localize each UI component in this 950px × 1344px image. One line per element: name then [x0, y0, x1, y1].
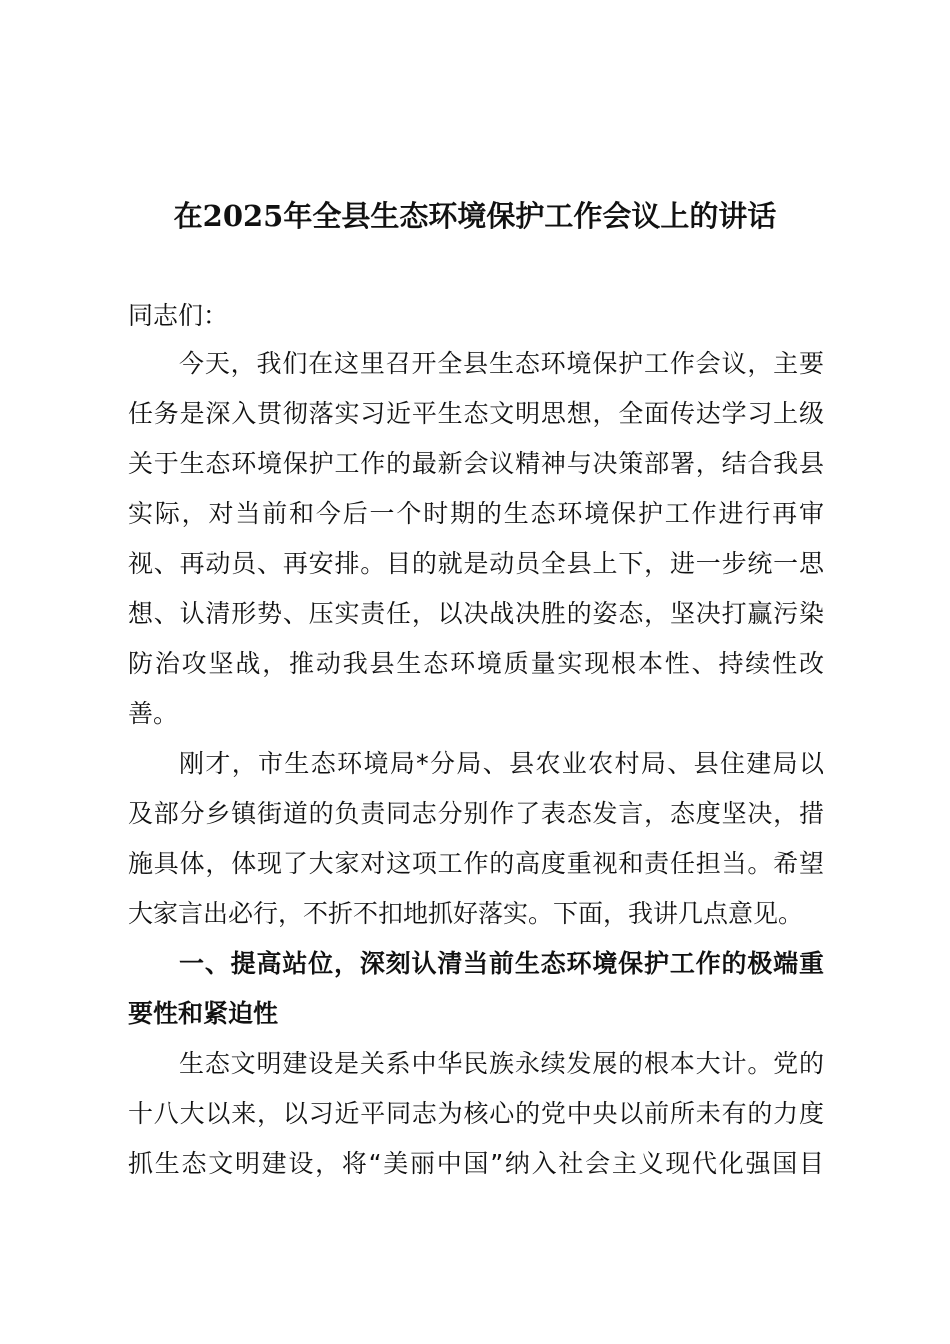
- paragraph-line: 施具体，体现了大家对这项工作的高度重视和责任担当。希望: [128, 849, 824, 878]
- salutation: 同志们：: [128, 301, 229, 330]
- paragraph-line: 十八大以来，以习近平同志为核心的党中央以前所未有的力度: [128, 1099, 824, 1128]
- paragraph-line: 及部分乡镇街道的负责同志分别作了表态发言，态度坚决，措: [128, 799, 824, 828]
- paragraph-line: 生态文明建设是关系中华民族永续发展的根本大计。党的: [179, 1049, 824, 1078]
- paragraph-line: 大家言出必行，不折不扣地抓好落实。下面，我讲几点意见。: [128, 899, 804, 928]
- paragraph-line: 抓生态文明建设，将“美丽中国”纳入社会主义现代化强国目: [128, 1149, 824, 1178]
- paragraph-line: 任务是深入贯彻落实习近平生态文明思想，全面传达学习上级: [128, 399, 824, 428]
- heading-line: 一、提高站位，深刻认清当前生态环境保护工作的极端重: [179, 949, 824, 978]
- paragraph-line: 防治攻坚战，推动我县生态环境质量实现根本性、持续性改: [128, 649, 824, 678]
- paragraph-line: 善。: [128, 699, 179, 728]
- paragraph-line: 关于生态环境保护工作的最新会议精神与决策部署，结合我县: [128, 449, 824, 478]
- paragraph-line: 实际，对当前和今后一个时期的生态环境保护工作进行再审: [128, 499, 824, 528]
- paragraph-line: 刚才，市生态环境局*分局、县农业农村局、县住建局以: [179, 749, 824, 778]
- paragraph-line: 想、认清形势、压实责任，以决战决胜的姿态，坚决打赢污染: [128, 599, 824, 628]
- heading-line: 要性和紧迫性: [128, 999, 279, 1028]
- paragraph-line: 今天，我们在这里召开全县生态环境保护工作会议，主要: [179, 349, 824, 378]
- document-title: 在2025年全县生态环境保护工作会议上的讲话: [173, 199, 777, 233]
- paragraph-line: 视、再动员、再安排。目的就是动员全县上下，进一步统一思: [128, 549, 824, 578]
